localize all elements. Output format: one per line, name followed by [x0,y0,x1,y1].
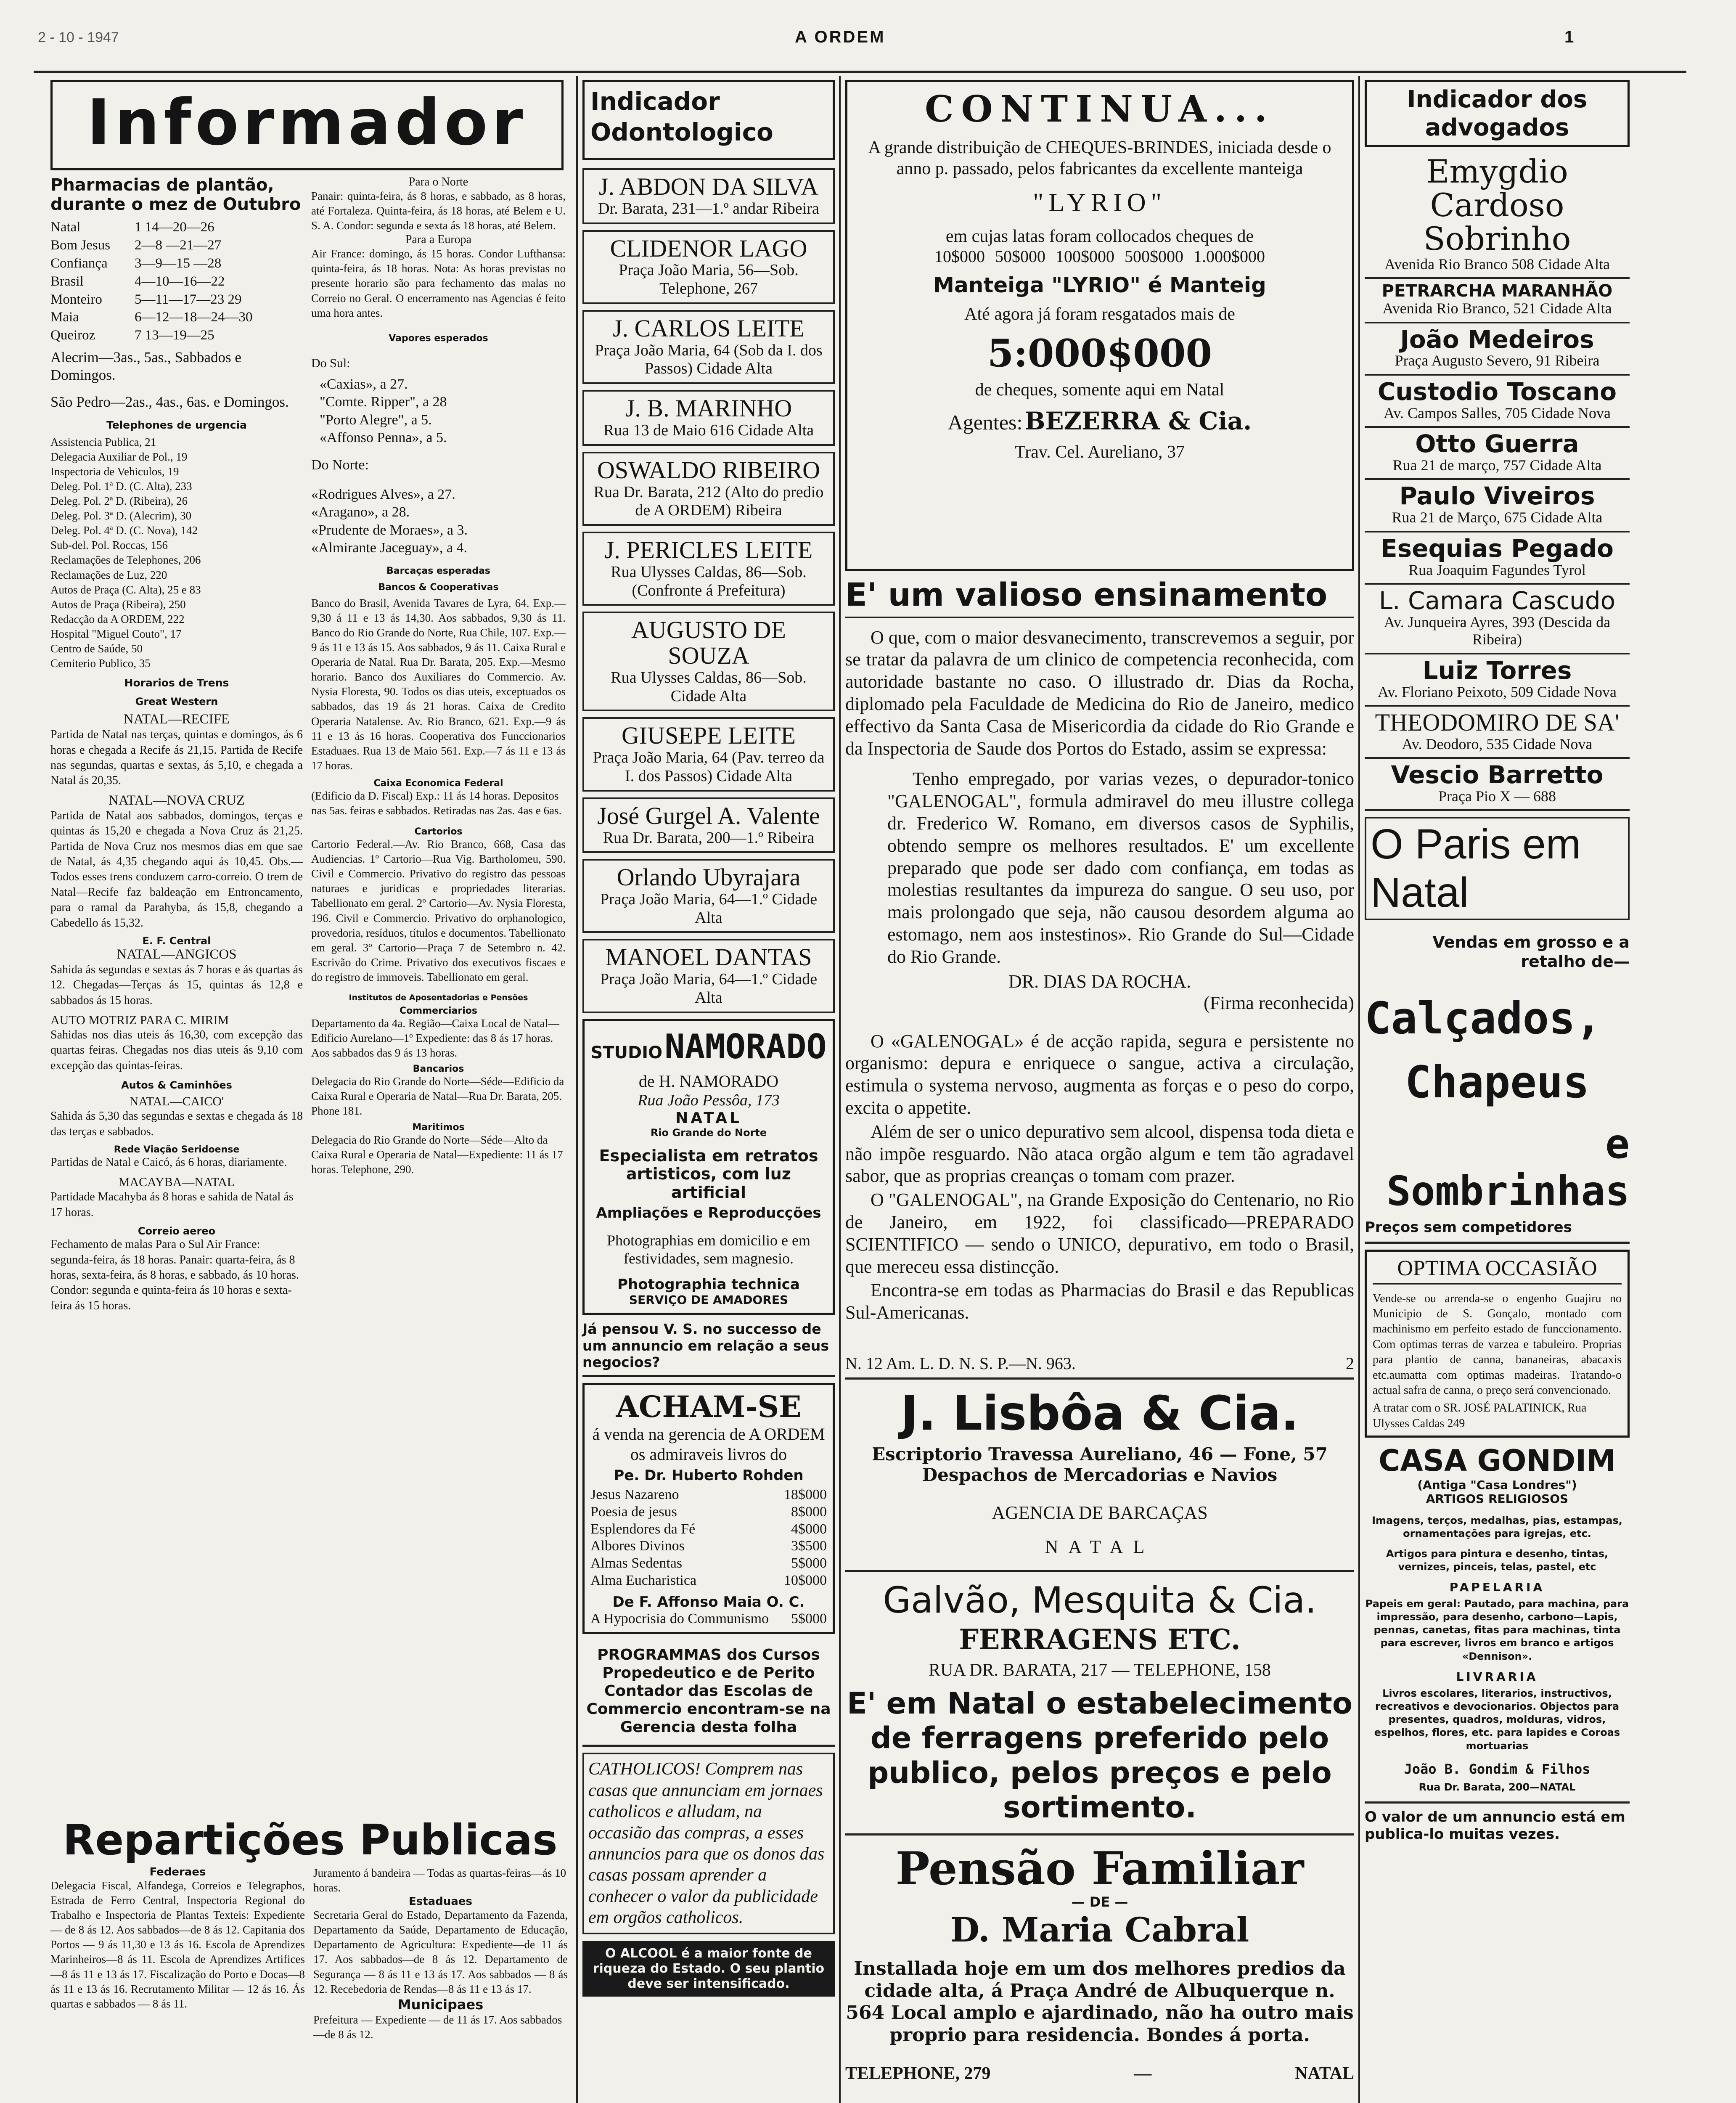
acham-title: ACHAM-SE [616,1389,802,1424]
informador-body [50,175,570,1314]
programmas-ad: PROGRAMMAS dos Cursos Propedeutico e de Perito Contador das Escolas de Commercio encontram-se na Gerencia desta folha [582,1646,835,1747]
europe-text: Air France: domingo, ás 15 horas. Condor Lufthansa: quinta-feira, ás 18 horas. Nota: As horas previstas no presente horario são para fechamento das malas no Correio no Geral. O encerramento nas Agencias é feito uma hora antes. [311,247,566,319]
ship-entry: "Porto Alegre", a 5. [320,412,432,428]
lawyer-card [1365,532,1630,585]
maritimos-text: Delegacia do Rio Grande do Norte—Séde—Alto da Caixa Rural e Operaria de Natal—Expediente: 11 ás 17 horas. Telephone, 290. [311,1133,563,1176]
odonto-column [582,80,835,1997]
book-price: 3$500 [791,1538,827,1554]
dentist-name: J. CARLOS LEITE [613,314,804,342]
book-title: Alma Eucharistica [590,1572,697,1588]
pharmacy-name: Maia [50,310,79,325]
lawyer-name: Luiz Torres [1422,656,1572,685]
galenogal-quote: Tenho empregado, por varias vezes, o depurador-tonico "GALENOGAL", formula admiravel do meu illustre collega dr. Frederico W. Romano, em diversos casos de Syphilis, obtendo sempre os melhores resultados. E' um excellente preparado que pode ser dado com confiança, em todas as molestias resultantes da impureza do sangue. O seu uso, por mais prolongado que seja, não causou desordem alguma ao estomago, nem aos instestinos». Rio Grande do Sul—Cidade do Rio Grande. [887,768,1354,967]
studio-owner: de H. NAMORADO [638,1071,779,1091]
lawyer-card [1365,759,1630,811]
acham-sub: á venda na gerencia de A ORDEM os admiraveis livros do [592,1424,825,1464]
lawyer-name: Custodio Toscano [1377,377,1617,406]
galenogal-firm: (Firma reconhecida) [1204,992,1354,1013]
dentist-addr: Rua Ulysses Caldas, 86—Sob. Cidade Alta [611,669,807,705]
acham-ad [582,1383,835,1634]
pensou-ad: Já pensou V. S. no successo de um annuncio em relação a seus negocios? [582,1321,835,1377]
phone-entry: Assistencia Publica, 21 [50,435,156,448]
pharmacy-row [50,326,303,344]
pharmacy-days: 3—9—15 —28 [135,255,222,271]
continua-p4: de cheques, somente aqui em Natal [975,380,1225,400]
optima-title: OPTIMA OCCASIÃO [1373,1256,1622,1285]
dentist-name: J. ABDON DA SILVA [598,173,819,200]
efc-heading: E. F. Central [142,935,211,947]
lawyer-card [1365,654,1630,707]
dentist-addr: Rua Ulysses Caldas, 86—Sob. (Confronte á Prefeitura) [611,563,807,599]
route-text: Partida de Natal nas terças, quintas e domingos, ás 6 horas e chegada a Recife ás 21,15. Partida de Recife nas segundas, quartas e sextas, ás 5,10, e chegada a Natal ás 20,35. [50,728,303,787]
dentist-card [582,939,835,1013]
book-title: Poesia de jesus [590,1504,677,1520]
book-title: Albores Divinos [590,1538,685,1554]
gondim-livraria: LIVRARIA [1456,1669,1538,1684]
dentist-addr: Praça João Maria, 64—1.º Cidade Alta [600,970,818,1007]
book-title: Jesus Nazareno [590,1486,679,1502]
dentist-card [582,612,835,711]
gondim-papelaria: PAPELARIA [1449,1580,1545,1594]
route-text: Sahida ás segundas e sextas ás 7 horas e ás quartas ás 12. Chegadas—Terças ás 15, quintas ás 12,8 e sabbados ás 15 horas. [50,963,303,1007]
book-row [590,1572,827,1589]
ship-entry: «Prudente de Moraes», a 3. [311,522,468,538]
lawyer-name: Vescio Barretto [1391,760,1604,789]
phones-list [50,435,303,671]
dentist-name: J. B. MARINHO [625,395,792,422]
barcacas-heading: Barcaças esperadas [386,565,491,576]
lawyer-card [1365,151,1630,279]
pharmacies-table [50,218,303,344]
galenogal-ad [845,577,1354,1380]
dentist-card [582,452,835,526]
correio-heading: Correio aereo [138,1225,216,1237]
lisboa-l2: Despachos de Mercadorias e Navios [922,1465,1278,1486]
pharmacy-name: Bom Jesus [50,237,111,253]
galvao-addr: RUA DR. BARATA, 217 — TELEPHONE, 158 [929,1660,1271,1680]
phone-entry: Deleg. Pol. 4ª D. (C. Nova), 142 [50,524,198,537]
pharmacy-name: Natal [50,220,81,235]
route-text: Partidas de Natal e Caicó, ás 6 horas, diariamente. [50,1156,287,1169]
lawyer-addr: Praça Pio X — 688 [1438,788,1556,805]
dentist-card [582,310,835,384]
galenogal-title: E' um valioso ensinamento [845,577,1354,618]
book-price: 10$000 [784,1572,827,1588]
pensao-owner: D. Maria Cabral [950,1910,1249,1949]
continua-brand: "LYRIO" [1033,188,1167,217]
route-text: Sahidas nos dias uteis ás 16,30, com excepção das quartas feiras. Chegadas nos dias uteis ás 9,10 com excepção das quintas-feiras. [50,1028,303,1072]
phone-entry: Deleg. Pol. 3ª D. (Alecrim), 30 [50,509,192,522]
dentist-name: Orlando Ubyrajara [617,863,801,891]
route-heading: MACAYBA—NATAL [118,1175,235,1189]
estaduaes-text: Secretaria Geral do Estado, Departamento da Fazenda, Departamento da Saúde, Departamento de Educação, Departamento de Agricultura: Expediente—de 11 ás 17. Aos sabbados—de 8 ás 12. Departamento de Segurança — 8 ás 11 e 13 ás 17. Aos sabbados — 8 ás 12. Recebedoria de Rendas—8 ás 11 e 13 ás 17. [313,1909,568,1995]
studio-name: NAMORADO [664,1027,827,1066]
continua-addr: Trav. Cel. Aureliano, 37 [1014,442,1185,462]
book-title: Almas Sedentas [590,1555,683,1571]
informador-left [50,175,303,1314]
schedule-note: São Pedro—2as., 4as., 6as. e Domingos. [50,394,289,411]
north-heading: Para o Norte [408,175,468,188]
masthead [0,25,1736,72]
lawyer-card [1365,480,1630,532]
pharmacy-row [50,308,303,326]
book-row [590,1486,827,1504]
lisboa-title: J. Lisbôa & Cia. [900,1386,1299,1441]
ship-entry: «Almirante Jaceguay», a 4. [311,540,468,556]
dentist-addr: Rua Dr. Barata, 212 (Alto do predio de A ORDEM) Ribeira [593,483,824,519]
masthead-rule [34,71,1686,73]
pharmacy-days: 2—8 —21—27 [135,237,222,253]
institutos-heading: Institutos de Aposentadorias e Pensões [349,993,528,1002]
valor-ad: O valor de um annuncio está em publica-lo muitas vezes. [1365,1801,1630,1843]
column-rule [839,76,841,2103]
pharmacy-name: Queiroz [50,328,95,343]
phone-entry: Autos de Praça (C. Alta), 25 e 83 [50,583,201,596]
dentist-card [582,168,835,224]
paris-item: e Sombrinhas [1387,1120,1630,1215]
galenogal-num: 2 [1346,1353,1354,1373]
odonto-title: Indicador Odontologico [582,80,835,160]
alcool-ad: O ALCOOL é a maior fonte de riqueza do Estado. O seu plantio deve ser intensificado. [582,1941,835,1997]
europe-heading: Para a Europa [405,233,472,246]
bancarios-text: Delegacia do Rio Grande do Norte—Séde—Edificio da Caixa Rural e Operaria de Natal—Rua Dr. Barata, 205. Phone 181. [311,1075,564,1118]
pharmacy-name: Monteiro [50,291,102,307]
ship-entry: «Caxias», a 27. [320,376,408,392]
galenogal-sign: DR. DIAS DA ROCHA. [1008,971,1191,992]
paris-item: Calçados, [1365,992,1602,1044]
pharmacy-row [50,273,303,291]
lawyer-name: PETRARCHA MARANHÃO [1381,281,1613,301]
lawyer-card [1365,707,1630,759]
gondim-text: Imagens, terços, medalhas, pias, estampas, ornamentações para igrejas, etc. [1372,1515,1622,1540]
route-heading: NATAL—NOVA CRUZ [108,792,245,808]
autos-heading: Autos & Caminhões [121,1079,232,1091]
book-price: 5$000 [791,1555,827,1571]
route-heading: NATAL—ANGICOS [116,946,237,962]
book-row [590,1504,827,1521]
route-text: Partida de Natal aos sabbados, domingos, terças e quintas ás 15,20 e chegada a Nova Cruz ás 21,25. Partida de Nova Cruz nos mesmos dias em que sae de Natal, ás 4,35 chegando aqui ás 10,45. Obs.— Todos esses trens conduzem carro-correio. O trem de Natal—Recife faz baldeação em Entroncamento, para o ramal da Parahyba, ás 15,8, chegando a Cabedello ás 15,32. [50,809,303,930]
caixa-text: (Edificio da D. Fiscal) Exp.: 11 ás 14 horas. Depositos nas 5as. feiras e sabbados. Retiradas nas 2as. 4as e 6as. [311,789,562,817]
book-row [590,1555,827,1572]
ship-entry: «Affonso Penna», a 5. [320,430,447,446]
galvao-slogan: E' em Natal o estabelecimento de ferragens preferido pelo publico, pelos preços e pelo sortimento. [847,1686,1352,1825]
continua-p3: Até agora já foram resgatados mais de [964,304,1235,324]
lawyer-card [1365,323,1630,376]
municipaes-heading: Municipaes [397,1996,484,2013]
gondim-title: CASA GONDIM [1379,1443,1616,1478]
column-rule [576,76,578,2103]
phone-entry: Autos de Praça (Ribeira), 250 [50,598,186,611]
lawyer-addr: Av. Campos Salles, 705 Cidade Nova [1384,404,1611,421]
dentist-name: OSWALDO RIBEIRO [597,456,820,484]
paris-ad [1365,817,1630,1243]
galenogal-p4: O "GALENOGAL", na Grande Exposição do Centenario, no Rio de Janeiro, em 1922, foi classificado—PREPARADO SCIENTIFICO — sendo o UNICO, depurativo, em todo o Brasil, que mereceu essa distincção. [845,1189,1354,1277]
galenogal-p1: O que, com o maior desvanecimento, transcrevemos a seguir, por se tratar da palavra de um clinico de competencia reconhecida, com autoridade bastante no caso. O illustrado dr. Dias da Rocha, diplomado pela Faculdade de Medicina do Rio de Janeiro, medico effectivo da Santa Casa de Misericordia da cidade do Rio Grande e da Inspectoria de Saude dos Portos do Estado, assim se expressa: [845,627,1354,759]
bancos-heading: Bancos & Cooperativas [378,582,499,593]
dentist-card [582,797,835,853]
continua-title: CONTINUA... [925,88,1275,130]
acham-author2: De F. Affonso Maia O. C. [612,1593,805,1610]
municipaes-text: Prefeitura — Expediente — de 11 ás 17. Aos sabbados—de 8 ás 12. [313,2013,562,2041]
lawyer-name: Paulo Viveiros [1399,482,1595,511]
galenogal-p2: O «GALENOGAL» é de acção rapida, segura e persistente no organismo: depura e enriquece o sangue, activa a circulação, estimula o systema nervoso, augmenta as forças e o peso do corpo, excita o appetite. [845,1030,1354,1118]
center-column [845,80,1354,2092]
ship-entry: «Rodrigues Alves», a 27. [311,486,455,502]
lisboa-l4: NATAL [1045,1536,1155,1557]
great-western-heading: Great Western [135,696,218,708]
dentist-card [582,532,835,606]
lawyer-card [1365,428,1630,480]
north-text: Panair: quinta-feira, ás 8 horas, e sabbado, as 8 horas, até Fortaleza. Quinta-feira, ás 18 horas, até Belem e U. S. A. Condor: segunda e sexta ás 18 horas, até Belem. [311,190,566,232]
book-price: 8$000 [791,1504,827,1520]
commerciarios-heading: Commerciarios [400,1006,477,1016]
galvao-ad [845,1572,1354,1835]
optima-text: Vende-se ou arrenda-se o engenho Guajiru no Municipio de S. Gonçalo, montado com machinismo em perfeito estado de funccionamento. Com optimas terras de varzea e tabuleiro. Proprias para plantio de canna, bananeiras, abacaxis etc.aumatta com optimas madeiras. Tratando-o actual safra de canna, o preço será convencionado. [1373,1292,1622,1397]
pharmacies-heading: Pharmacias de plantão, durante o mez de Outubro [50,175,301,214]
galvao-sub: FERRAGENS ETC. [959,1623,1241,1656]
acham-books [590,1486,827,1589]
phone-entry: Reclamações de Telephones, 206 [50,554,201,567]
lawyer-name: THEODOMIRO DE SA' [1375,708,1620,736]
dentist-name: MANOEL DANTAS [605,943,812,971]
studio-state: Rio Grande do Norte [650,1126,767,1139]
lisboa-l1: Escriptorio Travessa Aureliano, 46 — Fone, 57 [872,1444,1328,1465]
phones-heading: Telephones de urgencia [106,419,247,432]
continua-agents-label: Agentes: [947,410,1023,434]
optima-ad [1365,1250,1630,1438]
phone-entry: Redacção da A ORDEM, 222 [50,612,185,625]
continua-p2: em cujas latas foram collocados cheques de [945,226,1254,246]
page-number: 1 [1564,28,1574,46]
lawyer-name: Emygdio Cardoso Sobrinho [1423,153,1571,257]
studio-specialty: Especialista em retratos artisticos, com luz artificial [599,1146,818,1202]
studio-ad [582,1019,835,1315]
lawyer-addr: Avenida Rio Branco, 521 Cidade Alta [1382,300,1612,317]
vapores-norte: Do Norte: [311,457,369,473]
studio-photo: Photographias em domicilio e em festividades, sem magnesio. [607,1232,810,1267]
issue-date: 2 - 10 - 1947 [38,29,119,45]
studio-city: NATAL [675,1109,742,1127]
pharmacy-days: 1 14—20—26 [135,220,214,235]
lisboa-l3: AGENCIA DE BARCAÇAS [992,1502,1208,1523]
dentist-card [582,230,835,304]
paris-item: Chapeus [1405,1056,1590,1108]
advogados-column [1365,80,1630,1843]
studio-tech: Photographia technica [617,1276,800,1293]
phone-entry: Inspectoria de Vehiculos, 19 [50,465,179,478]
ship-entry: «Aragano», a 28. [311,504,410,520]
vapores-norte-list [311,486,566,557]
trains-heading: Horarios de Trens [124,677,229,689]
pensao-de: — DE — [1071,1894,1128,1910]
phone-entry: Sub-del. Pol. Roccas, 156 [50,539,168,552]
gondim-ad [1365,1443,1630,1793]
lawyer-addr: Rua Joaquim Fagundes Tyrol [1408,561,1586,578]
dentist-addr: Dr. Barata, 231—1.º andar Ribeira [598,199,819,217]
continua-cheques: 10$000 50$000 100$000 500$000 1.000$000 [934,246,1265,266]
gondim-owner: João B. Gondim & Filhos [1404,1761,1590,1777]
advogados-title: Indicador dos advogados [1365,80,1630,147]
lawyer-addr: Rua 21 de Março, 675 Cidade Alta [1392,509,1603,526]
gondim-addr: Rua Dr. Barata, 200—NATAL [1418,1781,1576,1793]
catholicos-ad: CATHOLICOS! Comprem nas casas que annunciam em jornaes catholicos e alludam, na occasião das compras, a esses annuncios para que os donos das casas possam aprender a conhecer o valor da publicidade em orgãos catholicos. [582,1753,835,1934]
book-row [590,1610,827,1628]
gondim-text: Artigos para pintura e desenho, tintas, vernizes, pinceis, telas, pastel, etc [1386,1547,1609,1573]
continua-slogan: Manteiga "LYRIO" é Manteig [933,273,1266,297]
dentist-addr: Rua 13 de Maio 616 Cidade Alta [603,421,814,439]
pensao-text: Installada hoje em um dos melhores predios da cidade alta, á Praça André de Albuquerque n. 564 Local amplo e ajardinado, não ha outro mais proprio para residencia. Bondes á porta. [846,1957,1354,2046]
pharmacy-name: Brasil [50,273,84,289]
route-heading: NATAL—RECIFE [123,712,230,727]
continua-agents: BEZERRA & Cia. [1024,406,1252,435]
dentist-name: José Gurgel A. Valente [597,802,820,829]
lawyer-addr: Avenida Rio Branco 508 Cidade Alta [1384,255,1610,273]
lawyer-addr: Rua 21 de março, 757 Cidade Alta [1392,457,1602,474]
dentist-card [582,717,835,791]
book-price: 5$000 [791,1610,827,1626]
studio-addr: Rua João Pessôa, 173 [638,1091,780,1109]
commerciarios-text: Departamento da 4a. Região—Caixa Local de Natal—Edificio Aurelano—1º Expediente: das 8 ás 17 horas. Aos sabbados das 9 ás 13 horas. [311,1017,560,1059]
lawyer-card [1365,585,1630,654]
correio-text: Fechamento de malas Para o Sul Air France: segunda-feira, ás 18 horas. Panair: quarta-feira, ás 8 horas, sexta-feira, ás 8 horas, e sabbado, ás 10 horas. Condor: segunda e quinta-feira ás 10 horas e sexta-feira ás 15 horas. [50,1238,299,1312]
lawyer-name: Otto Guerra [1415,429,1579,458]
dentist-addr: Praça João Maria, 56—Sob. Telephone, 267 [619,261,799,298]
acham-author: Pe. Dr. Huberto Rohden [614,1467,804,1484]
caixa-heading: Caixa Economica Federal [373,778,503,789]
optima-contact: A tratar com o SR. JOSÉ PALATINICK, Rua Ulysses Caldas 249 [1373,1401,1587,1430]
phone-entry: Deleg. Pol. 1ª D. (C. Alta), 233 [50,480,192,493]
continua-p1: A grande distribuição de CHEQUES-BRINDES, iniciada desde o anno p. passado, pelos fabricantes da excellente manteiga [868,138,1331,179]
dentist-addr: Rua Dr. Barata, 200—1.º Ribeira [603,829,815,847]
studio-amp: Ampliações e Reproducções [596,1204,821,1221]
book-row [590,1538,827,1555]
book-price: 4$000 [791,1521,827,1537]
pensao-dash: — [1134,2064,1152,2084]
route-heading: NATAL—CAICO' [129,1094,224,1109]
informador-right [311,175,566,1314]
dentist-addr: Praça João Maria, 64 (Pav. terreo da I. dos Passos) Cidade Alta [593,749,825,785]
rede-heading: Rede Viação Seridoense [114,1144,240,1155]
paris-precos: Preços sem competidores [1365,1218,1572,1236]
dentist-addr: Praça João Maria, 64—1.º Cidade Alta [600,890,818,927]
book-title: Esplendores da Fé [590,1521,696,1537]
lawyer-card [1365,376,1630,428]
ship-entry: "Comte. Ripper", a 28 [320,394,447,410]
book-title: A Hypocrisia do Communismo [590,1610,769,1626]
book-row [590,1521,827,1538]
informador-title: Informador [50,80,564,170]
pharmacy-days: 4—10—16—22 [135,273,225,289]
pharmacy-row [50,236,303,254]
route-text: Sahida ás 5,30 das segundas e sextas e chegada ás 18 das terças e sabbados. [50,1110,303,1138]
phone-entry: Reclamações de Luz, 220 [50,568,167,581]
dentist-card [582,859,835,933]
phone-entry: Hospital "Miguel Couto", 17 [50,627,182,640]
paris-title: O Paris em Natal [1365,817,1630,920]
cartorios-text: Cartorio Federal.—Av. Rio Branco, 668, Casa das Audiencias. 1º Cartorio—Rua Vig. Bartholomeu, 590. Civil e Commercio. Privativo do registro das pessoas naturaes e juridicas e propriedades literarias. Tabellionato em geral. 2º Cartorio—Av. Nysia Floresta, 196. Civil e Commercio. Privativo do orphanologico, provedoria, resíduos, títulos e documentos. Tabellionato em geral. 3º Cartorio—Praça 7 de Setembro n. 42. Escrivão do Crime. Privativo dos executivos fiscaes e do registro de immoveis. Tabellionato em geral. [311,838,566,983]
gondim-sub2: ARTIGOS RELIGIOSOS [1426,1492,1569,1506]
galenogal-license: N. 12 Am. L. D. N. S. P.—N. 963. [845,1353,1076,1373]
phone-entry: Deleg. Pol. 2ª D. (Ribeira), 26 [50,495,188,508]
dentist-name: CLIDENOR LAGO [610,234,807,262]
maritimos-heading: Maritimos [412,1122,465,1133]
pharmacy-row [50,254,303,273]
phone-entry: Centro de Saúde, 50 [50,642,143,655]
studio-service: SERVIÇO DE AMADORES [629,1293,789,1307]
lawyer-name: João Medeiros [1400,325,1594,354]
pensao-ad [845,1835,1354,2092]
continua-ad [845,80,1354,571]
lawyer-addr: Av. Floriano Peixoto, 509 Cidade Nova [1378,683,1617,700]
route-text: Partidade Macahyba ás 8 horas e sahida de Natal ás 17 horas. [50,1190,294,1219]
pensao-title: Pensão Familiar [895,1842,1304,1896]
reparticoes-title: Repartições Publicas [63,1815,558,1865]
schedule-note: Alecrim—3as., 5as., Sabbados e Domingos. [50,349,241,384]
pensao-city: NATAL [1295,2064,1354,2084]
phone-entry: Cemiterio Publico, 35 [50,657,151,670]
lawyer-addr: Av. Deodoro, 535 Cidade Nova [1402,735,1593,752]
newspaper-title: A ORDEM [795,28,886,46]
federaes-text: Delegacia Fiscal, Alfandega, Correios e Telegraphos, Estrada de Ferro Central, Inspectoria Regional do Trabalho e Inspectoria de Plantas Texteis: Expediente — de 8 ás 12. Aos sabbados—de 8 ás 12. Capitania dos Portos — 9 ás 11,30 e 13 ás 16. Escola de Aprendizes Marinheiros—8 ás 11. Escola de Aprendizes Artifices—8 ás 11 e 13 ás 17. Fiscalização do Porto e Docas—8 ás 11 e 13 ás 16. Recrutamento Militar — 12 ás 16. Ás quartas e sabbados — 8 ás 11. [50,1879,305,2010]
pharmacy-row [50,291,303,309]
dentist-name: J. PERICLES LEITE [604,536,813,564]
pharmacy-name: Confiança [50,255,108,271]
estaduaes-heading: Estaduaes [409,1895,472,1908]
gondim-text: Papeis em geral: Pautado, para machina, para impressão, para desenho, carbono—Lapis, pennas, canetas, fitas para machinas, tinta para escrever, livros em branco e artigos «Dennison». [1365,1597,1629,1662]
continua-amount: 5:000$000 [987,331,1212,376]
cartorios-heading: Cartorios [414,826,463,837]
book-price: 18$000 [784,1486,827,1502]
paris-vendas: Vendas em grosso e a retalho de— [1432,933,1630,971]
juramento-text: Juramento á bandeira — Todas as quartas-feiras—ás 10 horas. [313,1867,566,1894]
studio-label: STUDIO [590,1043,663,1062]
reparticoes-section [50,1817,570,2042]
galenogal-p5: Encontra-se em todas as Pharmacias do Brasil e das Republicas Sul-Americanas. [845,1280,1354,1323]
dentist-card [582,390,835,446]
pharmacy-days: 7 13—19—25 [135,328,214,343]
vapores-sul: Do Sul: [311,356,350,370]
bancarios-heading: Bancarios [413,1064,464,1075]
dentist-name: AUGUSTO DE SOUZA [631,616,786,670]
column-rule [1358,76,1360,2103]
galenogal-p3: Além de ser o unico depurativo sem alcool, dispensa toda dieta e não impõe resguardo. Não ataca orgão algum e tem tão agradavel sabor, que as proprias creanças o tomam com prazer. [845,1121,1354,1187]
federaes-heading: Federaes [149,1866,206,1878]
informador-column [50,80,570,1314]
galvao-title: Galvão, Mesquita & Cia. [883,1579,1317,1622]
lawyer-card [1365,279,1630,323]
lisboa-ad [845,1380,1354,1572]
lawyer-name: Esequias Pegado [1381,534,1614,563]
pharmacy-days: 6—12—18—24—30 [135,310,253,325]
dentist-name: GIUSEPE LEITE [622,722,796,750]
lawyer-addr: Praça Augusto Severo, 91 Ribeira [1395,352,1600,369]
pensao-phone: TELEPHONE, 279 [845,2064,991,2084]
gondim-text: Livros escolares, literarios, instructivos, recreativos e devocionarios. Objectos para presentes, quadros, molduras, vidros, espelhos, flores, etc. para lapides e Coroas mortuarias [1374,1687,1620,1752]
dentist-addr: Praça João Maria, 64 (Sob da I. dos Passos) Cidade Alta [595,341,823,378]
bancos-text: Banco do Brasil, Avenida Tavares de Lyra, 64. Exp.—9,30 á 11 e 13 ás 14,30. Aos sabbados, 9,30 ás 11. Banco do Rio Grande do Norte, Rua Chile, 107. Exp.—9 ás 11 e 13 ás 15. Aos sabbados, 9 ás 11. Caixa Rural e Operaria de Natal. Rua Dr. Barata, 205. Exp.—Mesmo horario. Banco dos Auxiliares do Commercio. Av. Nysia Floresta, 90. Todos os dias uteis, exceptuados os sabbados, das 19 ás 21 horas. Caixa de Credito Operaria Natalense. Av. Rio Branco, 621. Exp.—9 ás 11 e 13 ás 16 horas. Cooperativa dos Funccionarios Estaduaes. Rua 13 de Maio 561. Exp.—7 ás 11 e 13 ás 17 horas. [311,596,566,772]
phone-entry: Delegacia Auxiliar de Pol., 19 [50,450,188,463]
vapores-sul-list [320,376,566,447]
gondim-sub: (Antiga "Casa Londres") [1417,1478,1577,1492]
vapores-heading: Vapores esperados [389,333,488,344]
lawyer-name: L. Camara Cascudo [1379,586,1616,615]
lawyer-addr: Av. Junqueira Ayres, 393 (Descida da Ribeira) [1384,613,1611,648]
pharmacy-days: 5—11—17—23 29 [135,291,242,307]
pharmacy-row [50,218,303,236]
route-heading: AUTO MOTRIZ PARA C. MIRIM [50,1013,229,1028]
